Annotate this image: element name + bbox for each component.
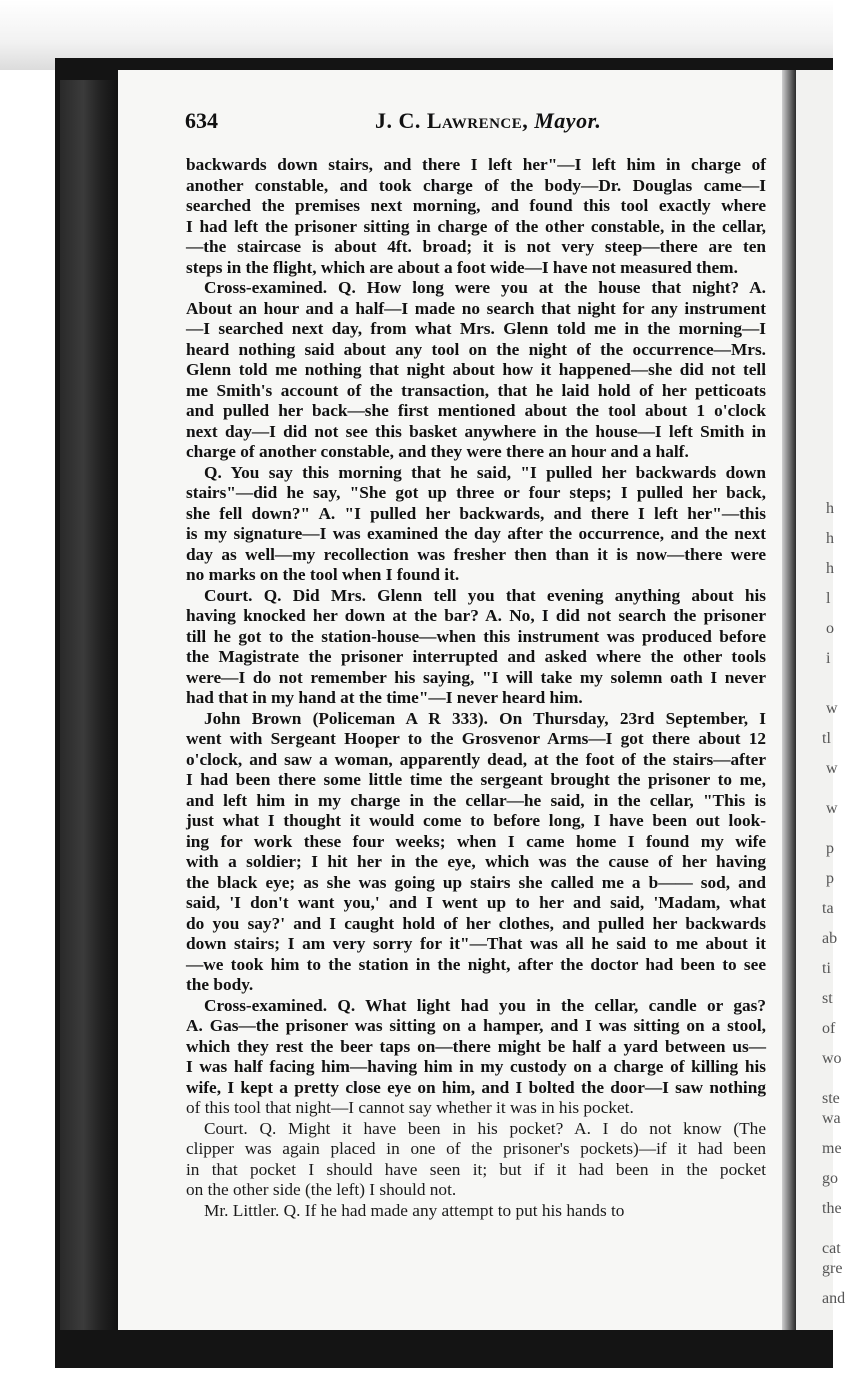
facing-page-fragment: ab [822, 930, 838, 947]
page-number: 634 [185, 108, 218, 133]
text-line: backwards down stairs, and there I left her"—I left him in charge of [186, 155, 766, 174]
facing-page-fragment: h [826, 530, 834, 547]
text-line: with a soldier; I hit her in the eye, which was the cause of her having [186, 852, 766, 871]
text-line: Court. Q. Did Mrs. Glenn tell you that evening anything about his [204, 585, 766, 605]
text-line: searched the premises next morning, and found this tool exactly where [186, 196, 766, 215]
text-line: stairs"—did he say, "She got up three or four steps; I pulled her back, [186, 483, 766, 502]
text-line: wife, I kept a pretty close eye on him, and I bolted the door—I saw nothing [186, 1077, 766, 1097]
facing-page-fragment: h [826, 560, 834, 577]
text-line: went with Sergeant Hooper to the Grosvenor Arms—I got there about 12 [186, 729, 766, 748]
text-line: the black eye; as she was going up stairs she called me a b—— sod, and [186, 872, 766, 892]
text-line: heard nothing said about any tool on the night of the occurrence—Mrs. [186, 339, 766, 359]
text-line: Court. Q. Might it have been in his pocket? A. I do not know (The [204, 1118, 766, 1138]
facing-page-fragment: l [826, 590, 831, 607]
facing-page-fragment: p [826, 870, 834, 887]
text-line: ing for work these four weeks; when I came home I found my wife [186, 831, 766, 851]
facing-page-fragment: gre [822, 1260, 843, 1277]
facing-page-fragment: me [822, 1140, 842, 1157]
text-line: which they rest the beer taps on—there might be half a yard between us— [186, 1036, 766, 1056]
text-line: o'clock, and saw a woman, apparently dead, at the foot of the stairs—after [186, 749, 766, 769]
text-line: were—I do not remember his saying, "I will take my solemn oath I never [186, 667, 766, 687]
facing-page-fragment: go [822, 1170, 838, 1187]
facing-page-fragment: w [826, 700, 838, 717]
running-head-title: Mayor. [534, 108, 602, 133]
text-line: of this tool that night—I cannot say whether it was in his pocket. [186, 1098, 634, 1117]
text-line: having knocked her down at the bar? A. No, I did not search the prisoner [186, 606, 766, 625]
text-line: the Magistrate the prisoner interrupted and asked where the other tools [186, 647, 766, 666]
text-line: —I searched next day, from what Mrs. Glenn told me in the morning—I [186, 319, 766, 338]
facing-page-fragment: h [826, 500, 834, 517]
text-line: Cross-examined. Q. What light had you in the cellar, candle or gas? [204, 995, 766, 1015]
text-line: steps in the flight, which are about a foot wide—I have not measured them. [186, 257, 738, 277]
book-spine [782, 70, 796, 1330]
film-bottom-margin [0, 1368, 833, 1389]
text-line: no marks on the tool when I found it. [186, 565, 460, 584]
text-line: in that pocket I should have seen it; but if it had been in the pocket [186, 1159, 766, 1179]
facing-page-fragment: wo [822, 1050, 842, 1067]
facing-page-fragment: w [826, 760, 838, 777]
facing-page-fragment: tl [822, 730, 831, 747]
text-line: said, 'I don't want you,' and I went up to her and said, 'Madam, what [186, 893, 766, 912]
facing-page-fragment: st [822, 990, 833, 1007]
facing-page-fragment: ti [822, 960, 831, 977]
text-line: just what I thought it would come to before long, I have been out look- [186, 811, 766, 830]
text-line: Cross-examined. Q. How long were you at the house that night? A. [204, 278, 766, 297]
text-line: on the other side (the left) I should not. [186, 1180, 457, 1199]
text-line: is my signature—I was examined the day after the occurrence, and the next [186, 524, 766, 543]
body-text [186, 155, 766, 1221]
text-line: A. Gas—the prisoner was sitting on a hamper, and I was sitting on a stool, [186, 1016, 766, 1035]
text-line: the body. [186, 975, 254, 994]
text-line: next day—I did not see this basket anywhere in the house—I left Smith in [186, 421, 766, 441]
text-line: About an hour and a half—I made no search that night for any instrument [186, 298, 766, 318]
book-gutter [60, 80, 118, 1330]
text-line: and pulled her back—she first mentioned about the tool about 1 o'clock [186, 401, 766, 420]
facing-page-fragment: wa [822, 1110, 841, 1127]
text-line: till he got to the station-house—when this instrument was produced before [186, 626, 766, 646]
text-line: and left him in my charge in the cellar—he said, in the cellar, "This is [186, 790, 766, 810]
text-line: Glenn told me nothing that night about how it happened—she did not tell [186, 360, 766, 379]
facing-page-fragment: the [822, 1200, 842, 1217]
facing-page-fragment: o [826, 620, 834, 637]
facing-page-fragment: and [822, 1290, 845, 1307]
next-page-edge [796, 70, 845, 1330]
text-line: I was half facing him—having him in my custody on a charge of killing his [186, 1057, 766, 1076]
text-line: down stairs; I am very sorry for it"—That was all he said to me about it [186, 934, 766, 953]
text-line: another constable, and took charge of the body—Dr. Douglas came—I [186, 175, 766, 195]
text-line: me Smith's account of the transaction, that he laid hold of her petticoats [186, 380, 766, 400]
page-header [185, 108, 725, 138]
text-line: charge of another constable, and they were there an hour and a half. [186, 442, 689, 461]
facing-page-fragment: w [826, 800, 838, 817]
text-line: clipper was again placed in one of the prisoner's pockets)—if it had been [186, 1139, 766, 1158]
facing-page-fragment: cat [822, 1240, 841, 1257]
facing-page-fragment: ta [822, 900, 834, 917]
text-line: —the staircase is about 4ft. broad; it is not very steep—there are ten [186, 237, 766, 256]
text-line: John Brown (Policeman A R 333). On Thursday, 23rd September, I [204, 708, 766, 728]
text-line: day as well—my recollection was fresher then than it is now—there were [186, 544, 766, 564]
text-line: she fell down?" A. "I pulled her backwards, and there I left her"—this [186, 503, 766, 523]
facing-page-fragment: ste [822, 1090, 840, 1107]
text-line: do you say?' and I caught hold of her clothes, and pulled her backwards [186, 913, 766, 933]
text-line: —we took him to the station in the night, after the doctor had been to see [186, 954, 766, 974]
facing-page-fragment: p [826, 840, 834, 857]
text-line: Q. You say this morning that he said, "I pulled her backwards down [204, 462, 766, 482]
facing-page-fragment: of [822, 1020, 836, 1037]
text-line: I had left the prisoner sitting in charge of the other constable, in the cellar, [186, 216, 766, 236]
text-line: I had been there some little time the sergeant brought the prisoner to me, [186, 770, 766, 789]
facing-page-fragment: i [826, 650, 831, 667]
text-line: had that in my hand at the time"—I never heard him. [186, 688, 583, 707]
text-line: Mr. Littler. Q. If he had made any attempt to put his hands to [204, 1200, 625, 1220]
running-head [375, 108, 601, 134]
running-head-name: J. C. Lawrence, [375, 108, 529, 133]
